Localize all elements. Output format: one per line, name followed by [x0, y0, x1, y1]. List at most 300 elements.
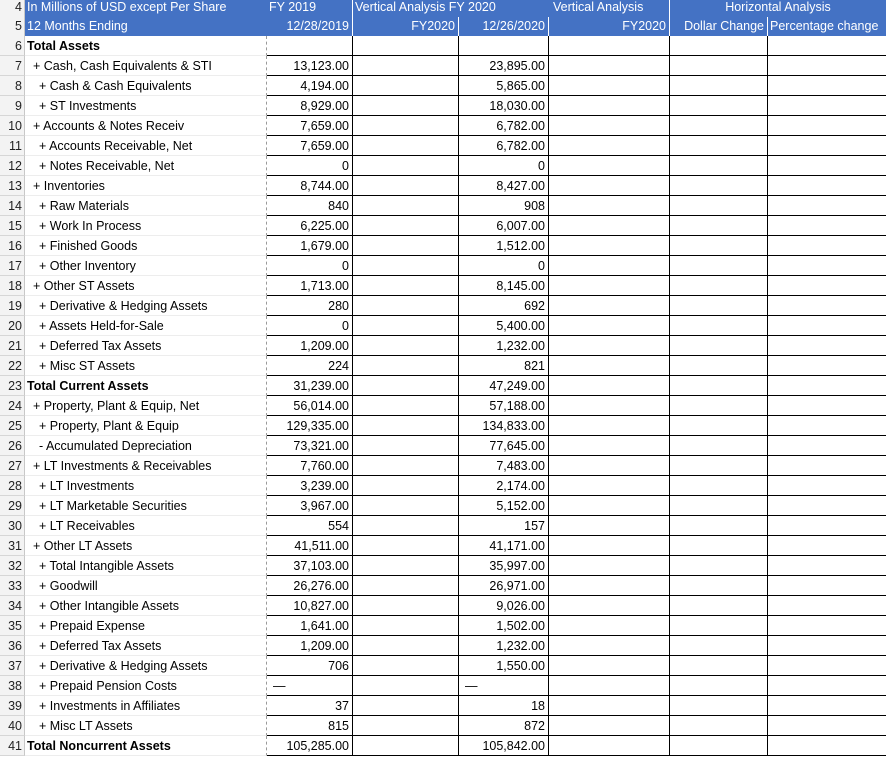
percentage-change-cell[interactable]: [768, 416, 886, 436]
percentage-change-cell[interactable]: [768, 296, 886, 316]
va-cell[interactable]: [549, 556, 670, 576]
dollar-change-cell[interactable]: [670, 216, 768, 236]
dollar-change-cell[interactable]: [670, 416, 768, 436]
fy2020-value[interactable]: 8,427.00: [459, 176, 549, 196]
fy2019-value[interactable]: 1,641.00: [267, 616, 353, 636]
fy2020-value[interactable]: 908: [459, 196, 549, 216]
fy2020-value[interactable]: —: [459, 676, 549, 696]
fy2020-value[interactable]: 18,030.00: [459, 96, 549, 116]
va-fy2020-cell[interactable]: [353, 236, 459, 256]
dollar-change-cell[interactable]: [670, 556, 768, 576]
va-fy2020-cell[interactable]: [353, 56, 459, 76]
va-fy2020-header[interactable]: Vertical Analysis FY 2020: [353, 0, 549, 17]
line-item-label[interactable]: + Prepaid Pension Costs: [25, 676, 267, 696]
fy2019-value[interactable]: 13,123.00: [267, 56, 353, 76]
va-cell[interactable]: [549, 396, 670, 416]
va-fy2020-cell[interactable]: [353, 476, 459, 496]
row-number[interactable]: 35: [0, 616, 25, 636]
fy2020-date[interactable]: 12/26/2020: [459, 17, 549, 36]
fy2020-value[interactable]: 5,152.00: [459, 496, 549, 516]
line-item-label[interactable]: Total Noncurrent Assets: [25, 736, 267, 756]
line-item-label[interactable]: + Other Inventory: [25, 256, 267, 276]
row-number[interactable]: 13: [0, 176, 25, 196]
row-number[interactable]: 21: [0, 336, 25, 356]
va-fy2020-sub[interactable]: FY2020: [353, 17, 459, 36]
dollar-change-cell[interactable]: [670, 636, 768, 656]
va-fy2020-cell[interactable]: [353, 636, 459, 656]
va-cell[interactable]: [549, 636, 670, 656]
fy2019-value[interactable]: 129,335.00: [267, 416, 353, 436]
row-number[interactable]: 9: [0, 96, 25, 116]
row-number[interactable]: 27: [0, 456, 25, 476]
fy2019-value[interactable]: 7,659.00: [267, 116, 353, 136]
va-fy2020-cell[interactable]: [353, 556, 459, 576]
va-cell[interactable]: [549, 616, 670, 636]
va-fy2020-cell[interactable]: [353, 136, 459, 156]
va-cell[interactable]: [549, 236, 670, 256]
row-number[interactable]: 33: [0, 576, 25, 596]
va-cell[interactable]: [549, 416, 670, 436]
fy2019-value[interactable]: 224: [267, 356, 353, 376]
fy2020-value[interactable]: 1,502.00: [459, 616, 549, 636]
percentage-change-cell[interactable]: [768, 436, 886, 456]
fy2020-value[interactable]: 1,232.00: [459, 636, 549, 656]
percentage-change-cell[interactable]: [768, 536, 886, 556]
fy2019-value[interactable]: 56,014.00: [267, 396, 353, 416]
va-fy2020-cell[interactable]: [353, 76, 459, 96]
va-cell[interactable]: [549, 516, 670, 536]
va-cell[interactable]: [549, 256, 670, 276]
va-fy2020-cell[interactable]: [353, 196, 459, 216]
va-cell[interactable]: [549, 156, 670, 176]
percentage-change-cell[interactable]: [768, 576, 886, 596]
line-item-label[interactable]: Total Current Assets: [25, 376, 267, 396]
va-cell[interactable]: [549, 696, 670, 716]
va-fy2020-cell[interactable]: [353, 316, 459, 336]
percentage-change-cell[interactable]: [768, 516, 886, 536]
fy2019-value[interactable]: 840: [267, 196, 353, 216]
row-number[interactable]: 4: [0, 0, 25, 17]
percentage-change-cell[interactable]: [768, 356, 886, 376]
dollar-change-cell[interactable]: [670, 56, 768, 76]
dollar-change-cell[interactable]: [670, 376, 768, 396]
fy2020-value[interactable]: 26,971.00: [459, 576, 549, 596]
line-item-label[interactable]: + Prepaid Expense: [25, 616, 267, 636]
row-number[interactable]: 38: [0, 676, 25, 696]
va-cell[interactable]: [549, 296, 670, 316]
percentage-change-cell[interactable]: [768, 196, 886, 216]
percentage-change-cell[interactable]: [768, 376, 886, 396]
percentage-change-cell[interactable]: [768, 596, 886, 616]
va-fy2020-cell[interactable]: [353, 156, 459, 176]
va-fy2020-cell[interactable]: [353, 596, 459, 616]
fy2019-value[interactable]: 3,239.00: [267, 476, 353, 496]
fy2020-value[interactable]: 1,232.00: [459, 336, 549, 356]
fy2020-value[interactable]: 0: [459, 256, 549, 276]
row-number[interactable]: 23: [0, 376, 25, 396]
row-number[interactable]: 10: [0, 116, 25, 136]
percentage-change-cell[interactable]: [768, 636, 886, 656]
dollar-change-cell[interactable]: [670, 656, 768, 676]
fy2020-value[interactable]: 692: [459, 296, 549, 316]
va-cell[interactable]: [549, 56, 670, 76]
fy2019-value[interactable]: 37,103.00: [267, 556, 353, 576]
va-cell[interactable]: [549, 496, 670, 516]
va-fy2020-cell[interactable]: [353, 296, 459, 316]
dollar-change-cell[interactable]: [670, 536, 768, 556]
fy2020-value[interactable]: 134,833.00: [459, 416, 549, 436]
percentage-change-cell[interactable]: [768, 696, 886, 716]
fy2019-header[interactable]: FY 2019: [267, 0, 353, 17]
fy2020-value[interactable]: 77,645.00: [459, 436, 549, 456]
fy2019-value[interactable]: 706: [267, 656, 353, 676]
dollar-change-header[interactable]: Dollar Change: [670, 17, 768, 36]
line-item-label[interactable]: + Deferred Tax Assets: [25, 636, 267, 656]
title-cell[interactable]: In Millions of USD except Per Share: [25, 0, 267, 17]
percentage-change-cell[interactable]: [768, 676, 886, 696]
fy2019-value[interactable]: 0: [267, 316, 353, 336]
fy2019-value[interactable]: 105,285.00: [267, 736, 353, 756]
line-item-label[interactable]: + Accounts & Notes Receiv: [25, 116, 267, 136]
line-item-label[interactable]: + Cash, Cash Equivalents & STI: [25, 56, 267, 76]
fy2020-value[interactable]: 872: [459, 716, 549, 736]
va-cell[interactable]: [549, 376, 670, 396]
dollar-change-cell[interactable]: [670, 396, 768, 416]
dollar-change-cell[interactable]: [670, 676, 768, 696]
percentage-change-cell[interactable]: [768, 556, 886, 576]
fy2020-value[interactable]: 6,007.00: [459, 216, 549, 236]
row-number[interactable]: 18: [0, 276, 25, 296]
percentage-change-cell[interactable]: [768, 216, 886, 236]
row-number[interactable]: 20: [0, 316, 25, 336]
fy2020-value[interactable]: 1,550.00: [459, 656, 549, 676]
row-number[interactable]: 30: [0, 516, 25, 536]
va-fy2020-cell[interactable]: [353, 616, 459, 636]
dollar-change-cell[interactable]: [670, 296, 768, 316]
va-cell[interactable]: [549, 576, 670, 596]
row-number[interactable]: 31: [0, 536, 25, 556]
line-item-label[interactable]: + ST Investments: [25, 96, 267, 116]
percentage-change-cell[interactable]: [768, 336, 886, 356]
row-number[interactable]: 17: [0, 256, 25, 276]
va-fy2020-cell[interactable]: [353, 116, 459, 136]
line-item-label[interactable]: + Misc ST Assets: [25, 356, 267, 376]
percentage-change-cell[interactable]: [768, 276, 886, 296]
va-cell[interactable]: [549, 656, 670, 676]
fy2020-value[interactable]: 9,026.00: [459, 596, 549, 616]
fy2020-value[interactable]: 821: [459, 356, 549, 376]
row-number[interactable]: 8: [0, 76, 25, 96]
fy2019-value[interactable]: 0: [267, 256, 353, 276]
line-item-label[interactable]: + Total Intangible Assets: [25, 556, 267, 576]
fy2019-value[interactable]: 37: [267, 696, 353, 716]
va-fy2020-cell[interactable]: [353, 376, 459, 396]
dollar-change-cell[interactable]: [670, 516, 768, 536]
subtitle-cell[interactable]: 12 Months Ending: [25, 17, 267, 36]
line-item-label[interactable]: + Property, Plant & Equip, Net: [25, 396, 267, 416]
row-number[interactable]: 22: [0, 356, 25, 376]
fy2019-value[interactable]: 7,659.00: [267, 136, 353, 156]
dollar-change-cell[interactable]: [670, 716, 768, 736]
fy2020-value[interactable]: 6,782.00: [459, 136, 549, 156]
dollar-change-cell[interactable]: [670, 316, 768, 336]
line-item-label[interactable]: + LT Investments: [25, 476, 267, 496]
percentage-change-header[interactable]: Percentage change: [768, 17, 886, 36]
va-cell[interactable]: [549, 356, 670, 376]
fy2020-value[interactable]: 0: [459, 156, 549, 176]
row-number[interactable]: 40: [0, 716, 25, 736]
va-cell[interactable]: [549, 76, 670, 96]
line-item-label[interactable]: + LT Marketable Securities: [25, 496, 267, 516]
line-item-label[interactable]: + LT Receivables: [25, 516, 267, 536]
percentage-change-cell[interactable]: [768, 716, 886, 736]
va-cell[interactable]: [549, 176, 670, 196]
row-number[interactable]: 14: [0, 196, 25, 216]
va-fy2020-cell[interactable]: [353, 36, 459, 56]
dollar-change-cell[interactable]: [670, 196, 768, 216]
line-item-label[interactable]: + Accounts Receivable, Net: [25, 136, 267, 156]
dollar-change-cell[interactable]: [670, 736, 768, 756]
percentage-change-cell[interactable]: [768, 736, 886, 756]
row-number[interactable]: 34: [0, 596, 25, 616]
row-number[interactable]: 29: [0, 496, 25, 516]
fy2020-value[interactable]: 57,188.00: [459, 396, 549, 416]
dollar-change-cell[interactable]: [670, 476, 768, 496]
fy2020-value[interactable]: 105,842.00: [459, 736, 549, 756]
row-number[interactable]: 19: [0, 296, 25, 316]
va-fy2020-cell[interactable]: [353, 516, 459, 536]
va-cell[interactable]: [549, 136, 670, 156]
row-number[interactable]: 16: [0, 236, 25, 256]
va-fy2020-cell[interactable]: [353, 696, 459, 716]
line-item-label[interactable]: + Finished Goods: [25, 236, 267, 256]
line-item-label[interactable]: + Notes Receivable, Net: [25, 156, 267, 176]
dollar-change-cell[interactable]: [670, 76, 768, 96]
percentage-change-cell[interactable]: [768, 256, 886, 276]
va-fy2020-cell[interactable]: [353, 496, 459, 516]
fy2020-value[interactable]: 23,895.00: [459, 56, 549, 76]
va-cell[interactable]: [549, 96, 670, 116]
line-item-label[interactable]: + Derivative & Hedging Assets: [25, 296, 267, 316]
line-item-label[interactable]: + Cash & Cash Equivalents: [25, 76, 267, 96]
line-item-label[interactable]: + Other LT Assets: [25, 536, 267, 556]
va-cell[interactable]: [549, 436, 670, 456]
fy2020-value[interactable]: 6,782.00: [459, 116, 549, 136]
percentage-change-cell[interactable]: [768, 116, 886, 136]
fy2019-value[interactable]: 7,760.00: [267, 456, 353, 476]
fy2019-value[interactable]: 6,225.00: [267, 216, 353, 236]
line-item-label[interactable]: + Misc LT Assets: [25, 716, 267, 736]
fy2019-value[interactable]: 1,679.00: [267, 236, 353, 256]
va-fy2020-cell[interactable]: [353, 736, 459, 756]
fy2019-value[interactable]: 280: [267, 296, 353, 316]
dollar-change-cell[interactable]: [670, 496, 768, 516]
va-cell[interactable]: [549, 716, 670, 736]
va-cell[interactable]: [549, 456, 670, 476]
va-cell[interactable]: [549, 676, 670, 696]
percentage-change-cell[interactable]: [768, 456, 886, 476]
va-fy2020-cell[interactable]: [353, 176, 459, 196]
va-sub[interactable]: FY2020: [549, 17, 670, 36]
row-number[interactable]: 6: [0, 36, 25, 56]
dollar-change-cell[interactable]: [670, 176, 768, 196]
va-cell[interactable]: [549, 196, 670, 216]
dollar-change-cell[interactable]: [670, 236, 768, 256]
va-fy2020-cell[interactable]: [353, 436, 459, 456]
fy2020-value[interactable]: 5,865.00: [459, 76, 549, 96]
row-number[interactable]: 37: [0, 656, 25, 676]
line-item-label[interactable]: - Accumulated Depreciation: [25, 436, 267, 456]
va-fy2020-cell[interactable]: [353, 396, 459, 416]
va-fy2020-cell[interactable]: [353, 216, 459, 236]
fy2019-date[interactable]: 12/28/2019: [267, 17, 353, 36]
va-cell[interactable]: [549, 596, 670, 616]
row-number[interactable]: 36: [0, 636, 25, 656]
fy2020-value[interactable]: 1,512.00: [459, 236, 549, 256]
row-number[interactable]: 26: [0, 436, 25, 456]
horizontal-analysis-header[interactable]: Horizontal Analysis: [725, 0, 831, 14]
va-fy2020-cell[interactable]: [353, 656, 459, 676]
row-number[interactable]: 28: [0, 476, 25, 496]
fy2020-value[interactable]: 35,997.00: [459, 556, 549, 576]
va-fy2020-cell[interactable]: [353, 256, 459, 276]
fy2019-value[interactable]: 73,321.00: [267, 436, 353, 456]
va-fy2020-cell[interactable]: [353, 456, 459, 476]
fy2019-value[interactable]: 0: [267, 156, 353, 176]
va-header[interactable]: Vertical Analysis: [549, 0, 670, 17]
va-fy2020-cell[interactable]: [353, 276, 459, 296]
row-number[interactable]: 39: [0, 696, 25, 716]
va-cell[interactable]: [549, 536, 670, 556]
fy2019-value[interactable]: 1,209.00: [267, 636, 353, 656]
percentage-change-cell[interactable]: [768, 96, 886, 116]
line-item-label[interactable]: + Assets Held-for-Sale: [25, 316, 267, 336]
fy2019-value[interactable]: 554: [267, 516, 353, 536]
line-item-label[interactable]: + Work In Process: [25, 216, 267, 236]
percentage-change-cell[interactable]: [768, 176, 886, 196]
fy2019-value[interactable]: —: [267, 676, 353, 696]
fy2020-value[interactable]: 18: [459, 696, 549, 716]
percentage-change-cell[interactable]: [768, 476, 886, 496]
line-item-label[interactable]: + Investments in Affiliates: [25, 696, 267, 716]
fy2020-value[interactable]: 8,145.00: [459, 276, 549, 296]
line-item-label[interactable]: + Other Intangible Assets: [25, 596, 267, 616]
va-cell[interactable]: [549, 336, 670, 356]
row-number[interactable]: 7: [0, 56, 25, 76]
fy2019-value[interactable]: 815: [267, 716, 353, 736]
dollar-change-cell[interactable]: [670, 96, 768, 116]
dollar-change-cell[interactable]: [670, 576, 768, 596]
percentage-change-cell[interactable]: [768, 656, 886, 676]
fy2019-value[interactable]: 1,209.00: [267, 336, 353, 356]
va-cell[interactable]: [549, 36, 670, 56]
percentage-change-cell[interactable]: [768, 36, 886, 56]
percentage-change-cell[interactable]: [768, 156, 886, 176]
row-number[interactable]: 24: [0, 396, 25, 416]
line-item-label[interactable]: + Derivative & Hedging Assets: [25, 656, 267, 676]
fy2019-value[interactable]: 4,194.00: [267, 76, 353, 96]
dollar-change-cell[interactable]: [670, 436, 768, 456]
va-fy2020-cell[interactable]: [353, 676, 459, 696]
percentage-change-cell[interactable]: [768, 396, 886, 416]
line-item-label[interactable]: Total Assets: [25, 36, 267, 56]
percentage-change-cell[interactable]: [768, 616, 886, 636]
fy2019-value[interactable]: 41,511.00: [267, 536, 353, 556]
dollar-change-cell[interactable]: [670, 696, 768, 716]
fy2020-value[interactable]: [459, 36, 549, 56]
line-item-label[interactable]: + Goodwill: [25, 576, 267, 596]
line-item-label[interactable]: + Raw Materials: [25, 196, 267, 216]
dollar-change-cell[interactable]: [670, 156, 768, 176]
dollar-change-cell[interactable]: [670, 456, 768, 476]
fy2020-value[interactable]: 5,400.00: [459, 316, 549, 336]
dollar-change-cell[interactable]: [670, 336, 768, 356]
va-fy2020-cell[interactable]: [353, 716, 459, 736]
va-cell[interactable]: [549, 316, 670, 336]
percentage-change-cell[interactable]: [768, 496, 886, 516]
row-number[interactable]: 32: [0, 556, 25, 576]
row-number[interactable]: 12: [0, 156, 25, 176]
fy2019-value[interactable]: 31,239.00: [267, 376, 353, 396]
va-fy2020-cell[interactable]: [353, 416, 459, 436]
va-cell[interactable]: [549, 476, 670, 496]
fy2019-value[interactable]: 3,967.00: [267, 496, 353, 516]
va-fy2020-cell[interactable]: [353, 96, 459, 116]
percentage-change-cell[interactable]: [768, 236, 886, 256]
va-cell[interactable]: [549, 216, 670, 236]
row-number[interactable]: 41: [0, 736, 25, 756]
line-item-label[interactable]: + Inventories: [25, 176, 267, 196]
percentage-change-cell[interactable]: [768, 76, 886, 96]
line-item-label[interactable]: + Other ST Assets: [25, 276, 267, 296]
va-fy2020-cell[interactable]: [353, 336, 459, 356]
va-cell[interactable]: [549, 736, 670, 756]
dollar-change-cell[interactable]: [670, 276, 768, 296]
va-cell[interactable]: [549, 116, 670, 136]
va-fy2020-cell[interactable]: [353, 536, 459, 556]
va-cell[interactable]: [549, 276, 670, 296]
fy2020-value[interactable]: 47,249.00: [459, 376, 549, 396]
fy2020-value[interactable]: 157: [459, 516, 549, 536]
va-fy2020-cell[interactable]: [353, 576, 459, 596]
line-item-label[interactable]: + Deferred Tax Assets: [25, 336, 267, 356]
percentage-change-cell[interactable]: [768, 56, 886, 76]
row-number[interactable]: 15: [0, 216, 25, 236]
fy2019-value[interactable]: [267, 36, 353, 56]
dollar-change-cell[interactable]: [670, 36, 768, 56]
row-number[interactable]: 11: [0, 136, 25, 156]
fy2020-value[interactable]: 41,171.00: [459, 536, 549, 556]
fy2019-value[interactable]: 8,929.00: [267, 96, 353, 116]
line-item-label[interactable]: + LT Investments & Receivables: [25, 456, 267, 476]
va-fy2020-cell[interactable]: [353, 356, 459, 376]
row-number[interactable]: 25: [0, 416, 25, 436]
dollar-change-cell[interactable]: [670, 256, 768, 276]
dollar-change-cell[interactable]: [670, 136, 768, 156]
fy2019-value[interactable]: 26,276.00: [267, 576, 353, 596]
line-item-label[interactable]: + Property, Plant & Equip: [25, 416, 267, 436]
fy2020-value[interactable]: 7,483.00: [459, 456, 549, 476]
fy2019-value[interactable]: 10,827.00: [267, 596, 353, 616]
row-number[interactable]: 5: [0, 17, 25, 36]
dollar-change-cell[interactable]: [670, 116, 768, 136]
fy2019-value[interactable]: 1,713.00: [267, 276, 353, 296]
dollar-change-cell[interactable]: [670, 616, 768, 636]
fy2019-value[interactable]: 8,744.00: [267, 176, 353, 196]
fy2020-value[interactable]: 2,174.00: [459, 476, 549, 496]
dollar-change-cell[interactable]: [670, 356, 768, 376]
dollar-change-cell[interactable]: [670, 596, 768, 616]
